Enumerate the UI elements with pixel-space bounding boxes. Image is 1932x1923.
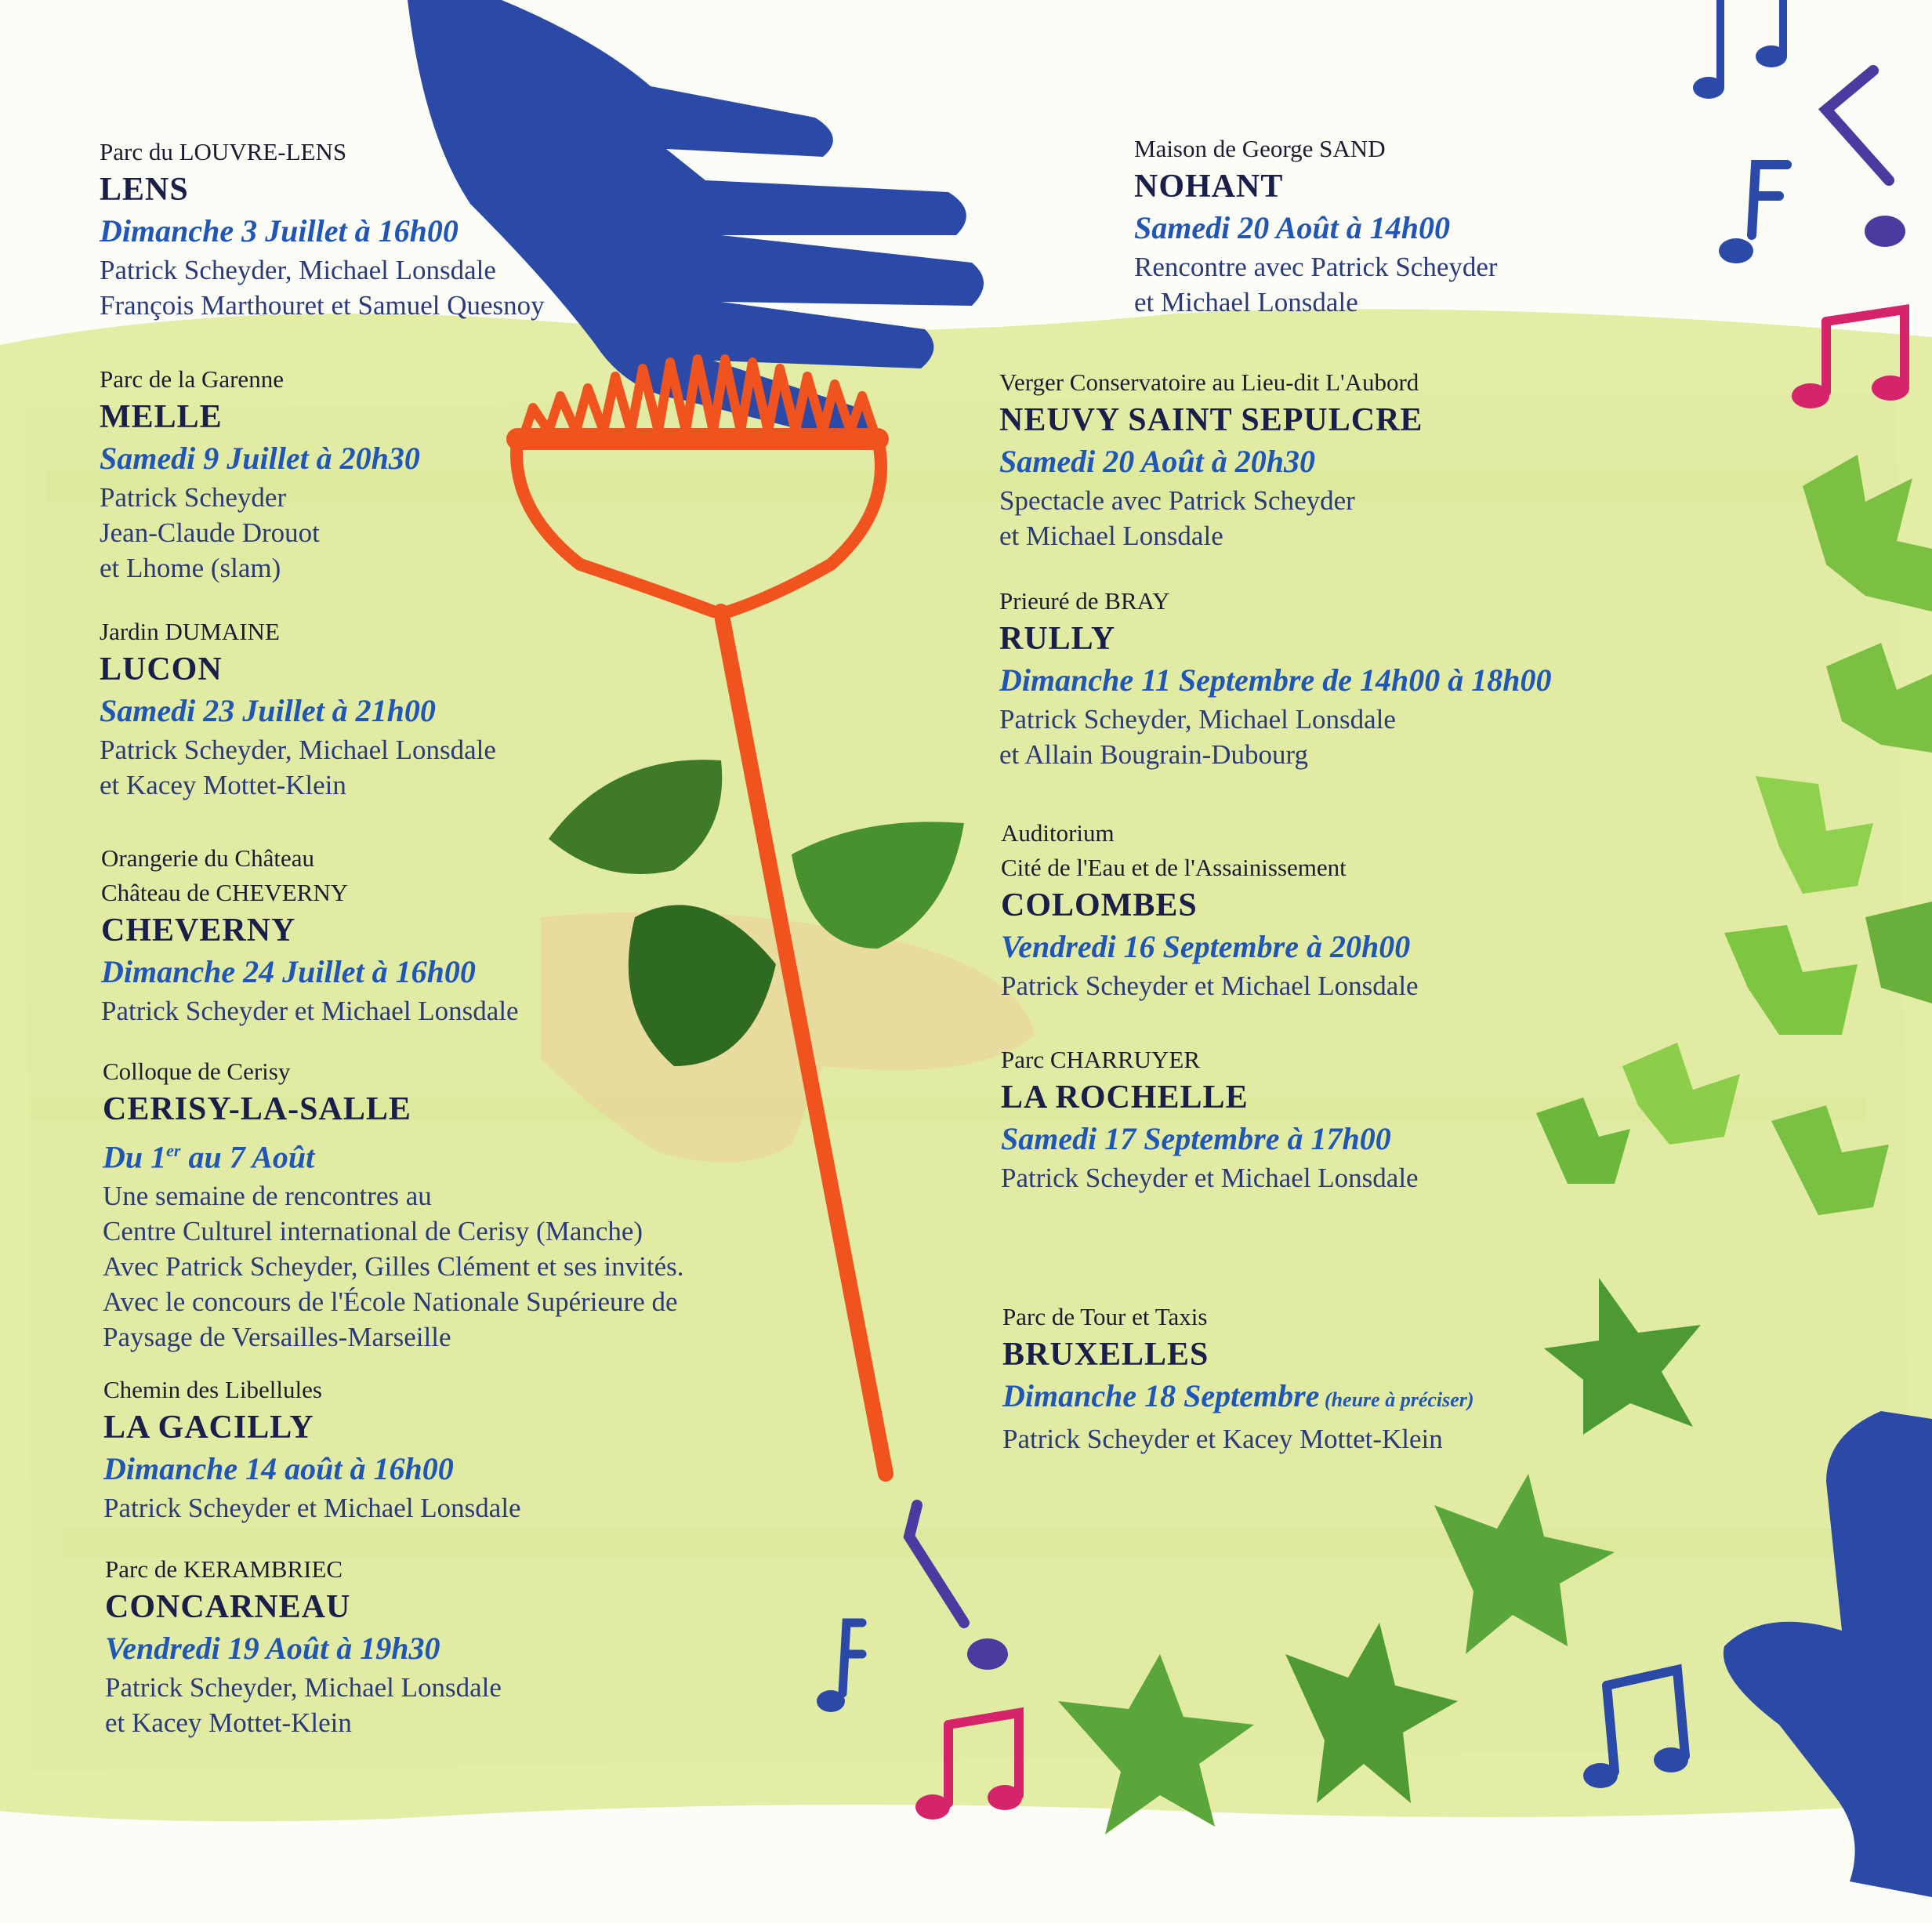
event-desc-line: François Marthouret et Samuel Quesnoy bbox=[100, 290, 545, 321]
event-date: Dimanche 18 Septembre (heure à préciser) bbox=[1002, 1378, 1474, 1413]
event-desc-line: Patrick Scheyder, Michael Lonsdale bbox=[999, 704, 1396, 735]
event-desc-line: et Michael Lonsdale bbox=[1134, 287, 1358, 317]
event-city: CERISY-LA-SALLE bbox=[103, 1091, 411, 1127]
event-desc-line: Patrick Scheyder et Michael Lonsdale bbox=[103, 1493, 521, 1523]
event-desc-line: et Allain Bougrain-Dubourg bbox=[999, 739, 1309, 770]
event-date: Samedi 23 Juillet à 21h00 bbox=[100, 693, 436, 728]
event-desc-line: et Lhome (slam) bbox=[100, 553, 281, 583]
event-venue: Château de CHEVERNY bbox=[101, 879, 349, 906]
event-venue: Maison de George SAND bbox=[1134, 135, 1386, 162]
event-venue: Jardin DUMAINE bbox=[100, 618, 280, 645]
event-neuvy-saint-sepulcre bbox=[999, 365, 1423, 553]
event-desc-line: Patrick Scheyder et Kacey Mottet-Klein bbox=[1002, 1424, 1443, 1454]
event-desc-line: Patrick Scheyder, Michael Lonsdale bbox=[100, 255, 496, 285]
event-venue: Parc du LOUVRE-LENS bbox=[100, 138, 347, 165]
event-melle bbox=[100, 362, 420, 586]
event-date: Dimanche 24 Juillet à 16h00 bbox=[101, 954, 476, 989]
event-desc-line: Une semaine de rencontres au bbox=[103, 1181, 432, 1212]
event-rully bbox=[999, 584, 1551, 772]
event-desc-line: Rencontre avec Patrick Scheyder bbox=[1134, 252, 1498, 282]
event-la-gacilly bbox=[103, 1373, 521, 1526]
event-venue: Chemin des Libellules bbox=[103, 1376, 322, 1403]
event-date: Vendredi 16 Septembre à 20h00 bbox=[1001, 929, 1411, 964]
event-date: Samedi 20 Août à 14h00 bbox=[1134, 210, 1451, 245]
event-desc-line: Patrick Scheyder, Michael Lonsdale bbox=[100, 735, 496, 765]
event-venue: Prieuré de BRAY bbox=[999, 587, 1170, 615]
event-city: CONCARNEAU bbox=[105, 1589, 351, 1625]
event-venue: Auditorium bbox=[1001, 819, 1115, 847]
event-la-rochelle bbox=[1001, 1043, 1419, 1196]
event-date: Vendredi 19 Août à 19h30 bbox=[105, 1631, 440, 1666]
event-city: NOHANT bbox=[1134, 169, 1284, 205]
event-venue: Cité de l'Eau et de l'Assainissement bbox=[1001, 854, 1347, 881]
event-cheverny bbox=[101, 841, 519, 1029]
event-desc-line: Patrick Scheyder et Michael Lonsdale bbox=[1001, 971, 1419, 1001]
event-city: CHEVERNY bbox=[101, 913, 296, 949]
event-lens bbox=[100, 135, 545, 323]
event-city: LUCON bbox=[100, 651, 223, 688]
event-venue: Orangerie du Château bbox=[101, 844, 314, 872]
event-city: NEUVY SAINT SEPULCRE bbox=[999, 402, 1423, 438]
event-venue: Parc de KERAMBRIEC bbox=[105, 1555, 343, 1583]
event-venue: Parc de Tour et Taxis bbox=[1002, 1303, 1208, 1330]
event-desc-line: Patrick Scheyder bbox=[100, 482, 287, 513]
event-desc-line: Avec Patrick Scheyder, Gilles Clément et ses invités. bbox=[103, 1251, 684, 1283]
event-date: Samedi 9 Juillet à 20h30 bbox=[100, 441, 420, 476]
event-desc-line: Patrick Scheyder et Michael Lonsdale bbox=[1001, 1163, 1419, 1193]
event-desc-line: Jean-Claude Drouot bbox=[100, 517, 320, 548]
event-date: Samedi 20 Août à 20h30 bbox=[999, 444, 1316, 479]
event-desc-line: Spectacle avec Patrick Scheyder bbox=[999, 485, 1355, 516]
event-bruxelles bbox=[1002, 1300, 1474, 1457]
event-date: Dimanche 3 Juillet à 16h00 bbox=[100, 213, 459, 249]
event-venue: Verger Conservatoire au Lieu-dit L'Aubord bbox=[999, 368, 1419, 396]
event-desc-line: Paysage de Versailles-Marseille bbox=[103, 1322, 451, 1353]
event-desc-line: et Kacey Mottet-Klein bbox=[100, 770, 346, 800]
event-venue: Parc CHARRUYER bbox=[1001, 1046, 1201, 1073]
event-desc-line: Avec le concours de l'École Nationale Supérieure de bbox=[103, 1286, 678, 1318]
event-desc-line: et Michael Lonsdale bbox=[999, 521, 1223, 551]
event-city: MELLE bbox=[100, 399, 223, 435]
event-date: Dimanche 14 août à 16h00 bbox=[103, 1451, 454, 1486]
event-venue: Colloque de Cerisy bbox=[103, 1058, 291, 1085]
event-colombes bbox=[1001, 816, 1419, 1003]
event-desc-line: Centre Culturel international de Cerisy (Manche) bbox=[103, 1216, 643, 1247]
event-concarneau bbox=[105, 1552, 502, 1740]
event-lucon bbox=[100, 615, 496, 803]
event-desc-line: Patrick Scheyder et Michael Lonsdale bbox=[101, 996, 519, 1026]
event-city: COLOMBES bbox=[1001, 887, 1198, 923]
event-nohant bbox=[1134, 132, 1498, 320]
event-city: LA ROCHELLE bbox=[1001, 1079, 1249, 1116]
event-city: LENS bbox=[100, 172, 189, 208]
event-date-note: (heure à préciser) bbox=[1319, 1388, 1474, 1411]
event-date: Du 1er au 7 Août bbox=[103, 1139, 315, 1175]
event-date: Samedi 17 Septembre à 17h00 bbox=[1001, 1121, 1391, 1156]
event-city: BRUXELLES bbox=[1002, 1337, 1209, 1373]
event-date: Dimanche 11 Septembre de 14h00 à 18h00 bbox=[999, 662, 1552, 698]
event-city: LA GACILLY bbox=[103, 1410, 314, 1446]
event-cerisy-la-salle bbox=[103, 1054, 684, 1355]
event-desc-line: et Kacey Mottet-Klein bbox=[105, 1707, 352, 1738]
event-city: RULLY bbox=[999, 621, 1116, 657]
event-desc-line: Patrick Scheyder, Michael Lonsdale bbox=[105, 1672, 502, 1703]
event-venue: Parc de la Garenne bbox=[100, 365, 284, 393]
